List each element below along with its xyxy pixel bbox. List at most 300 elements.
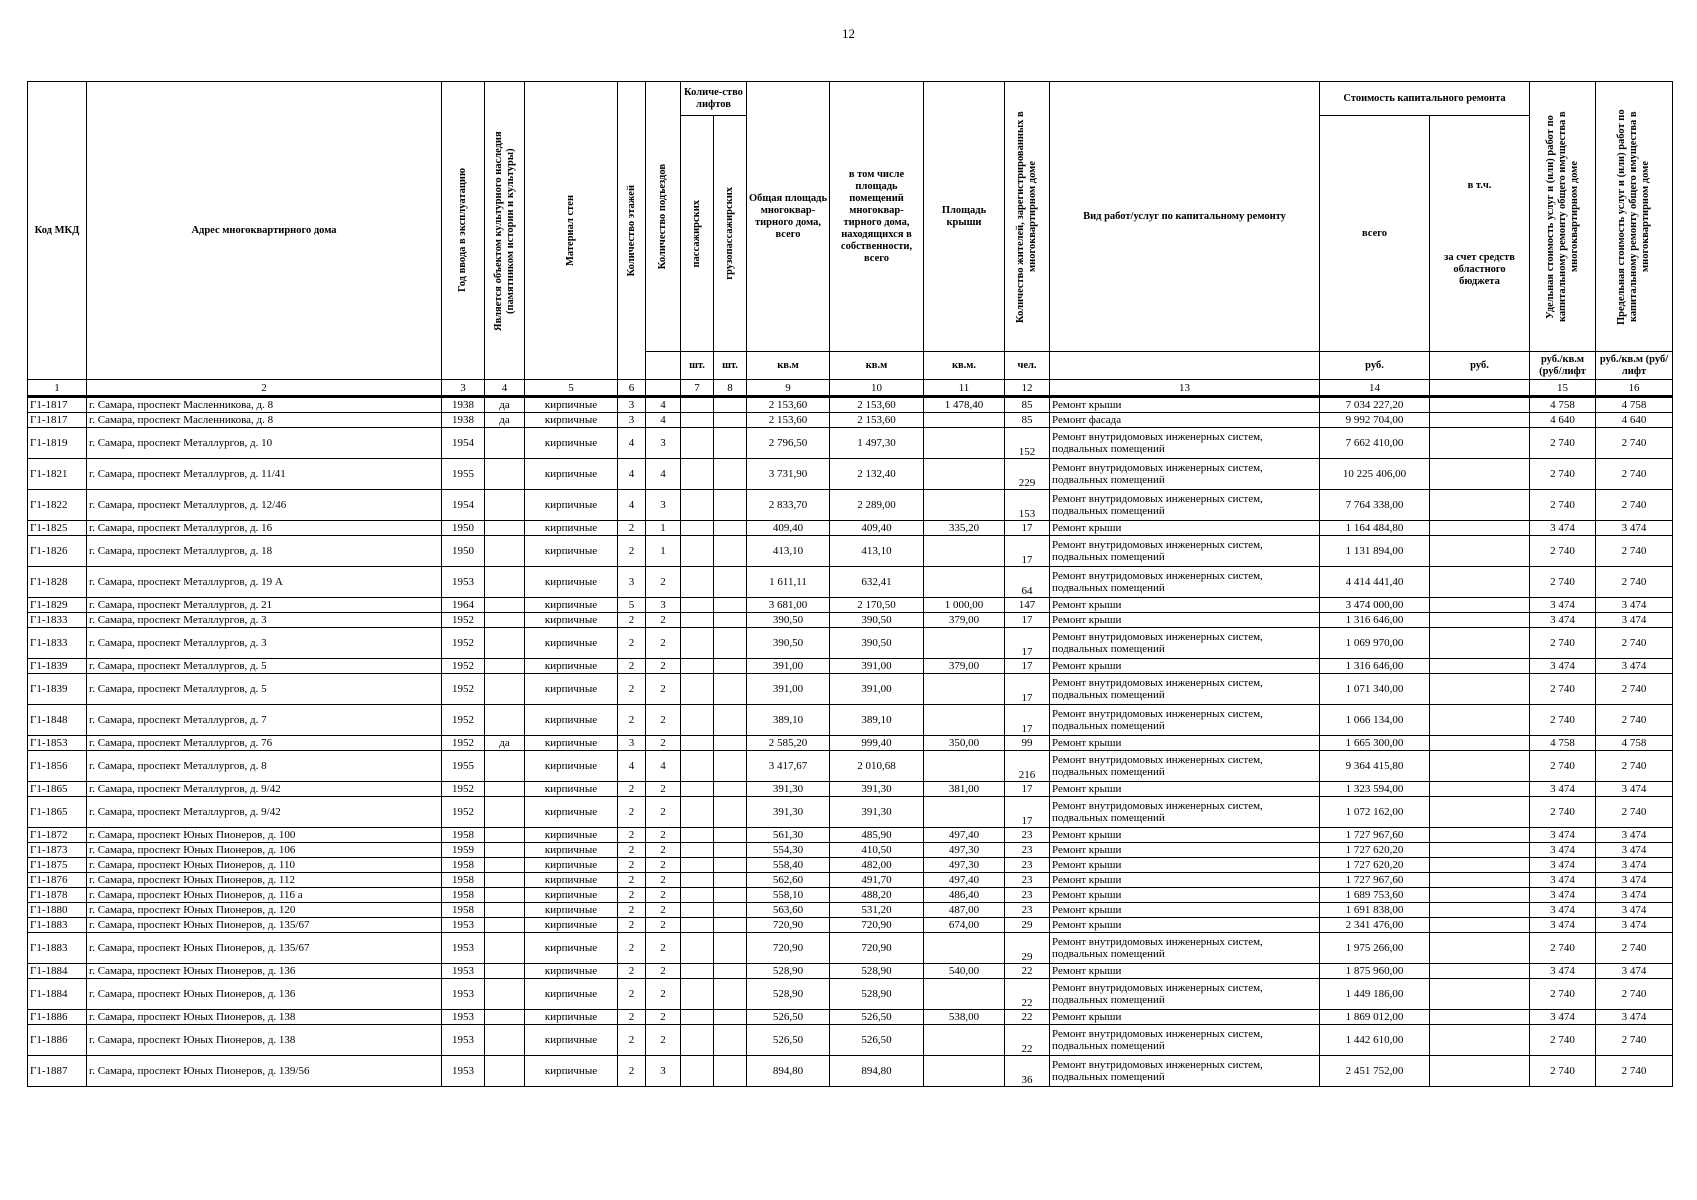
cell-lifts-pass [681,828,714,843]
cell-material: кирпичные [525,1025,618,1056]
cell-address: г. Самара, проспект Юных Пионеров, д. 136 [87,979,442,1010]
cell-work-type: Ремонт внутридомовых инженерных систем, подвальных помещений [1050,428,1320,459]
cell-year: 1952 [442,628,485,659]
cell-lifts-pass [681,736,714,751]
cell-heritage [485,964,525,979]
unit-total-area: кв.м [747,352,830,380]
cell-code: Г1-1822 [28,490,87,521]
cell-year: 1950 [442,521,485,536]
column-number: 14 [1320,380,1430,397]
cell-entrances: 3 [646,490,681,521]
cell-lifts-cargo [714,659,747,674]
cell-address: г. Самара, проспект Металлургов, д. 11/41 [87,459,442,490]
cell-unit-cost: 3 474 [1530,598,1596,613]
header-incl: в т.ч. [1467,179,1492,191]
cell-floors: 2 [618,858,646,873]
cell-residents: 17 [1005,628,1050,659]
cell-owned-area: 1 497,30 [830,428,924,459]
cell-code: Г1-1821 [28,459,87,490]
cell-total-area: 391,00 [747,674,830,705]
column-number: 5 [525,380,618,397]
cell-address: г. Самара, проспект Металлургов, д. 3 [87,628,442,659]
cell-lifts-cargo [714,797,747,828]
cell-lifts-cargo [714,918,747,933]
cell-floors: 2 [618,1025,646,1056]
cell-owned-area: 409,40 [830,521,924,536]
cell-roof-area [924,459,1005,490]
table-row [28,918,1673,933]
cell-lifts-pass [681,858,714,873]
header-lifts-pass: пассажирских [681,116,714,352]
cell-cost-regional [1430,751,1530,782]
cell-code: Г1-1865 [28,782,87,797]
cell-cost-total: 9 364 415,80 [1320,751,1430,782]
unit-lifts-pass: шт. [681,352,714,380]
cell-year: 1953 [442,918,485,933]
cell-lifts-pass [681,428,714,459]
cell-code: Г1-1880 [28,903,87,918]
cell-cost-regional [1430,903,1530,918]
cell-work-type: Ремонт крыши [1050,888,1320,903]
cell-lifts-pass [681,1025,714,1056]
cell-lifts-cargo [714,459,747,490]
cell-heritage [485,1025,525,1056]
cell-lifts-pass [681,903,714,918]
cell-year: 1952 [442,659,485,674]
header-address: Адрес многоквартирного дома [87,82,442,380]
cell-cost-total: 1 689 753,60 [1320,888,1430,903]
repair-register-table [27,81,1673,1087]
cell-total-area: 1 611,11 [747,567,830,598]
cell-address: г. Самара, проспект Металлургов, д. 19 А [87,567,442,598]
cell-material: кирпичные [525,536,618,567]
column-number [1430,380,1530,397]
cell-code: Г1-1887 [28,1056,87,1087]
cell-heritage [485,873,525,888]
cell-lifts-cargo [714,413,747,428]
cell-owned-area: 720,90 [830,918,924,933]
cell-material: кирпичные [525,736,618,751]
cell-residents: 29 [1005,918,1050,933]
cell-material: кирпичные [525,873,618,888]
header-lifts-group: Количе-ство лифтов [681,82,747,116]
cell-code: Г1-1873 [28,843,87,858]
cell-heritage [485,490,525,521]
cell-max-cost: 2 740 [1596,751,1673,782]
cell-address: г. Самара, проспект Масленникова, д. 8 [87,413,442,428]
cell-residents: 23 [1005,903,1050,918]
cell-lifts-pass [681,873,714,888]
cell-entrances: 2 [646,1010,681,1025]
cell-roof-area: 335,20 [924,521,1005,536]
cell-work-type: Ремонт внутридомовых инженерных систем, подвальных помещений [1050,933,1320,964]
cell-address: г. Самара, проспект Металлургов, д. 16 [87,521,442,536]
cell-material: кирпичные [525,659,618,674]
cell-max-cost: 2 740 [1596,705,1673,736]
cell-code: Г1-1833 [28,628,87,659]
cell-floors: 2 [618,628,646,659]
cell-lifts-pass [681,888,714,903]
table-row [28,674,1673,705]
cell-floors: 2 [618,782,646,797]
cell-work-type: Ремонт внутридомовых инженерных систем, подвальных помещений [1050,979,1320,1010]
cell-total-area: 391,00 [747,659,830,674]
cell-max-cost: 2 740 [1596,459,1673,490]
cell-owned-area: 491,70 [830,873,924,888]
cell-heritage [485,536,525,567]
cell-total-area: 3 731,90 [747,459,830,490]
cell-max-cost: 4 640 [1596,413,1673,428]
cell-max-cost: 3 474 [1596,888,1673,903]
cell-roof-area [924,705,1005,736]
cell-work-type: Ремонт крыши [1050,1010,1320,1025]
cell-cost-total: 1 869 012,00 [1320,1010,1430,1025]
cell-unit-cost: 2 740 [1530,705,1596,736]
cell-code: Г1-1839 [28,659,87,674]
cell-cost-total: 1 727 620,20 [1320,858,1430,873]
cell-material: кирпичные [525,490,618,521]
header-cost-group: Стоимость капитального ремонта [1320,82,1530,116]
cell-entrances: 2 [646,873,681,888]
cell-lifts-cargo [714,428,747,459]
column-number: 6 [618,380,646,397]
cell-year: 1952 [442,705,485,736]
cell-year: 1953 [442,979,485,1010]
cell-heritage [485,1056,525,1087]
page-number: 12 [842,26,855,41]
header-roof-area: Площадь крыши [924,82,1005,352]
cell-lifts-pass [681,459,714,490]
cell-work-type: Ремонт внутридомовых инженерных систем, подвальных помещений [1050,705,1320,736]
cell-heritage [485,628,525,659]
cell-floors: 3 [618,567,646,598]
cell-lifts-pass [681,843,714,858]
cell-unit-cost: 3 474 [1530,521,1596,536]
cell-cost-regional [1430,674,1530,705]
cell-lifts-pass [681,782,714,797]
cell-unit-cost: 3 474 [1530,782,1596,797]
cell-year: 1958 [442,903,485,918]
cell-total-area: 390,50 [747,628,830,659]
cell-roof-area: 497,30 [924,858,1005,873]
cell-cost-regional [1430,797,1530,828]
cell-work-type: Ремонт крыши [1050,782,1320,797]
cell-roof-area: 674,00 [924,918,1005,933]
cell-material: кирпичные [525,888,618,903]
cell-lifts-cargo [714,933,747,964]
cell-work-type: Ремонт крыши [1050,736,1320,751]
cell-heritage [485,751,525,782]
cell-owned-area: 999,40 [830,736,924,751]
cell-work-type: Ремонт крыши [1050,397,1320,413]
cell-floors: 4 [618,459,646,490]
cell-code: Г1-1856 [28,751,87,782]
cell-address: г. Самара, проспект Металлургов, д. 3 [87,613,442,628]
cell-year: 1953 [442,1010,485,1025]
cell-owned-area: 2 170,50 [830,598,924,613]
cell-owned-area: 720,90 [830,933,924,964]
column-number: 4 [485,380,525,397]
cell-year: 1958 [442,888,485,903]
cell-owned-area: 526,50 [830,1010,924,1025]
cell-address: г. Самара, проспект Металлургов, д. 21 [87,598,442,613]
cell-floors: 2 [618,918,646,933]
cell-cost-regional [1430,1056,1530,1087]
table-header [28,82,1673,380]
table-row [28,397,1673,413]
cell-year: 1950 [442,536,485,567]
cell-owned-area: 482,00 [830,858,924,873]
cell-heritage: да [485,397,525,413]
cell-unit-cost: 2 740 [1530,567,1596,598]
cell-roof-area [924,1056,1005,1087]
cell-lifts-cargo [714,521,747,536]
cell-max-cost: 2 740 [1596,567,1673,598]
cell-residents: 23 [1005,873,1050,888]
cell-cost-regional [1430,397,1530,413]
cell-roof-area [924,933,1005,964]
cell-max-cost: 2 740 [1596,933,1673,964]
cell-work-type: Ремонт крыши [1050,613,1320,628]
table-row [28,873,1673,888]
cell-entrances: 3 [646,598,681,613]
header-regional-label: за счет средств областного бюджета [1444,251,1515,287]
cell-floors: 2 [618,705,646,736]
cell-lifts-cargo [714,397,747,413]
cell-max-cost: 3 474 [1596,613,1673,628]
cell-heritage: да [485,736,525,751]
table-row [28,979,1673,1010]
cell-cost-regional [1430,705,1530,736]
cell-max-cost: 3 474 [1596,858,1673,873]
cell-address: г. Самара, проспект Металлургов, д. 9/42 [87,797,442,828]
cell-heritage [485,828,525,843]
cell-total-area: 528,90 [747,979,830,1010]
cell-work-type: Ремонт крыши [1050,659,1320,674]
table-row [28,736,1673,751]
cell-lifts-cargo [714,1010,747,1025]
cell-unit-cost: 2 740 [1530,674,1596,705]
unit-cost-total: руб. [1320,352,1430,380]
cell-residents: 85 [1005,397,1050,413]
cell-roof-area [924,567,1005,598]
header-cost-regional [1430,116,1530,352]
cell-lifts-cargo [714,979,747,1010]
cell-address: г. Самара, проспект Металлургов, д. 5 [87,674,442,705]
cell-code: Г1-1839 [28,674,87,705]
cell-entrances: 2 [646,782,681,797]
cell-cost-total: 1 975 266,00 [1320,933,1430,964]
cell-cost-regional [1430,782,1530,797]
cell-unit-cost: 2 740 [1530,628,1596,659]
cell-code: Г1-1886 [28,1025,87,1056]
cell-total-area: 558,40 [747,858,830,873]
cell-floors: 2 [618,873,646,888]
cell-address: г. Самара, проспект Металлургов, д. 76 [87,736,442,751]
cell-cost-total: 1 875 960,00 [1320,964,1430,979]
table-row [28,888,1673,903]
cell-material: кирпичные [525,628,618,659]
cell-unit-cost: 2 740 [1530,1056,1596,1087]
cell-address: г. Самара, проспект Юных Пионеров, д. 136 [87,964,442,979]
cell-unit-cost: 2 740 [1530,1025,1596,1056]
column-number: 1 [28,380,87,397]
cell-cost-total: 7 034 227,20 [1320,397,1430,413]
cell-roof-area: 379,00 [924,659,1005,674]
cell-entrances: 2 [646,843,681,858]
cell-cost-regional [1430,459,1530,490]
cell-unit-cost: 3 474 [1530,888,1596,903]
cell-unit-cost: 3 474 [1530,1010,1596,1025]
cell-cost-total: 1 323 594,00 [1320,782,1430,797]
cell-entrances: 2 [646,674,681,705]
header-entrances: Количество подъездов [646,82,681,352]
cell-material: кирпичные [525,613,618,628]
cell-cost-regional [1430,413,1530,428]
cell-year: 1953 [442,933,485,964]
cell-code: Г1-1865 [28,797,87,828]
cell-lifts-pass [681,933,714,964]
cell-code: Г1-1828 [28,567,87,598]
cell-material: кирпичные [525,567,618,598]
column-number: 12 [1005,380,1050,397]
cell-owned-area: 390,50 [830,628,924,659]
cell-material: кирпичные [525,933,618,964]
cell-roof-area [924,536,1005,567]
cell-cost-total: 1 131 894,00 [1320,536,1430,567]
cell-entrances: 2 [646,797,681,828]
cell-address: г. Самара, проспект Металлургов, д. 5 [87,659,442,674]
cell-residents: 23 [1005,843,1050,858]
cell-heritage [485,1010,525,1025]
cell-year: 1954 [442,428,485,459]
cell-entrances: 2 [646,705,681,736]
cell-roof-area: 497,30 [924,843,1005,858]
cell-address: г. Самара, проспект Юных Пионеров, д. 135/67 [87,933,442,964]
cell-code: Г1-1826 [28,536,87,567]
cell-material: кирпичные [525,397,618,413]
cell-heritage [485,705,525,736]
cell-cost-regional [1430,1025,1530,1056]
cell-lifts-pass [681,918,714,933]
cell-roof-area [924,674,1005,705]
cell-entrances: 2 [646,567,681,598]
cell-unit-cost: 2 740 [1530,490,1596,521]
cell-cost-regional [1430,428,1530,459]
cell-floors: 2 [618,888,646,903]
cell-work-type: Ремонт внутридомовых инженерных систем, подвальных помещений [1050,751,1320,782]
cell-lifts-pass [681,490,714,521]
cell-max-cost: 2 740 [1596,1056,1673,1087]
cell-cost-regional [1430,613,1530,628]
cell-lifts-pass [681,397,714,413]
cell-cost-regional [1430,567,1530,598]
cell-heritage [485,903,525,918]
cell-code: Г1-1825 [28,521,87,536]
unit-residents: чел. [1005,352,1050,380]
cell-heritage [485,674,525,705]
cell-entrances: 1 [646,536,681,567]
header-work-type: Вид работ/услуг по капитальному ремонту [1050,82,1320,352]
cell-roof-area [924,413,1005,428]
table-body [28,380,1673,1087]
cell-floors: 3 [618,736,646,751]
cell-work-type: Ремонт внутридомовых инженерных систем, подвальных помещений [1050,797,1320,828]
cell-address: г. Самара, проспект Юных Пионеров, д. 110 [87,858,442,873]
cell-lifts-pass [681,536,714,567]
cell-max-cost: 2 740 [1596,797,1673,828]
cell-max-cost: 2 740 [1596,490,1673,521]
header-material: Материал стен [525,82,618,380]
cell-unit-cost: 2 740 [1530,979,1596,1010]
cell-material: кирпичные [525,413,618,428]
table-row [28,782,1673,797]
cell-roof-area: 1 000,00 [924,598,1005,613]
cell-year: 1953 [442,964,485,979]
cell-year: 1952 [442,613,485,628]
cell-owned-area: 528,90 [830,979,924,1010]
cell-total-area: 526,50 [747,1010,830,1025]
cell-total-area: 563,60 [747,903,830,918]
cell-year: 1964 [442,598,485,613]
cell-material: кирпичные [525,782,618,797]
header-cost-total: всего [1320,116,1430,352]
cell-floors: 2 [618,828,646,843]
column-number [646,380,681,397]
cell-unit-cost: 3 474 [1530,659,1596,674]
cell-owned-area: 894,80 [830,1056,924,1087]
cell-residents: 22 [1005,1010,1050,1025]
cell-owned-area: 485,90 [830,828,924,843]
cell-cost-total: 7 662 410,00 [1320,428,1430,459]
cell-year: 1953 [442,567,485,598]
cell-residents: 153 [1005,490,1050,521]
cell-max-cost: 2 740 [1596,628,1673,659]
cell-work-type: Ремонт крыши [1050,903,1320,918]
cell-lifts-cargo [714,598,747,613]
cell-cost-regional [1430,888,1530,903]
cell-heritage: да [485,413,525,428]
cell-residents: 23 [1005,888,1050,903]
table-row [28,1025,1673,1056]
cell-total-area: 2 153,60 [747,413,830,428]
cell-heritage [485,843,525,858]
cell-owned-area: 531,20 [830,903,924,918]
cell-residents: 17 [1005,659,1050,674]
cell-work-type: Ремонт фасада [1050,413,1320,428]
table-row [28,459,1673,490]
cell-cost-total: 1 727 620,20 [1320,843,1430,858]
cell-unit-cost: 2 740 [1530,751,1596,782]
cell-floors: 2 [618,933,646,964]
cell-unit-cost: 4 758 [1530,397,1596,413]
cell-unit-cost: 3 474 [1530,964,1596,979]
cell-owned-area: 528,90 [830,964,924,979]
cell-lifts-pass [681,613,714,628]
cell-total-area: 2 153,60 [747,397,830,413]
cell-entrances: 2 [646,888,681,903]
cell-floors: 2 [618,979,646,1010]
cell-floors: 3 [618,413,646,428]
cell-roof-area: 540,00 [924,964,1005,979]
cell-code: Г1-1884 [28,964,87,979]
cell-floors: 2 [618,1056,646,1087]
cell-owned-area: 2 289,00 [830,490,924,521]
cell-heritage [485,797,525,828]
table-row [28,521,1673,536]
cell-roof-area: 487,00 [924,903,1005,918]
cell-lifts-pass [681,964,714,979]
